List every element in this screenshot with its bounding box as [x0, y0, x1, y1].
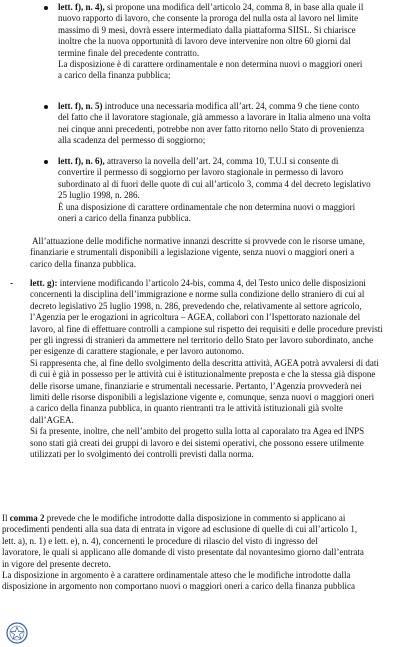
paragraph-line: l’Agenzia per le erogazioni in agricoltura – AGEA, collabori con l’Ispettorato nazionale del: [30, 312, 361, 323]
bullet-line: massimo di 9 mesi, dovrà essere intermediato dalla piattaforma SIISL. Si chiarisce: [58, 24, 356, 35]
bullet-line: termine finale del precedente contratto.: [58, 47, 200, 58]
paragraph-line: procedimenti pendenti alla sua data di entrata in vigore ad esclusione di quelle di cui all’articolo 1,: [2, 524, 358, 535]
bullet-line: È una disposizione di carattere ordinamentale che non determina nuovi o maggiori: [58, 201, 356, 212]
attuazione-paragraph: [30, 236, 388, 270]
paragraph-line: disposizione in argomento non comportano nuovi o maggiori oneri a carico della finanza pubblica: [2, 581, 355, 592]
bullet-dot-icon: [44, 105, 48, 109]
paragraph-line: decreto legislativo 25 luglio 1998, n. 286, prevedendo che, relativamente al settore agricolo,: [30, 300, 362, 311]
bullet-item-f5: [58, 101, 388, 147]
bullet-label: lett. f), n. 4),: [58, 2, 105, 12]
paragraph-line: delle risorse umane, finanziarie e strumentali necessarie. Pertanto, l’Agenzia provvederà nei: [30, 380, 362, 391]
paragraph-line: lett. a), n. 1) e lett. e), n. 4), concernenti le procedure di rilascio del visto di ingresso del: [2, 535, 318, 546]
dash-item-lett-g: [10, 278, 388, 461]
bullet-line: del fatto che il lavoratore stagionale, già ammesso a lavorare in Italia almeno una volta: [58, 112, 371, 123]
paragraph-line: concernenti la disciplina dell’immigrazione e norme sulla condizione dello straniero di cui al: [30, 289, 365, 300]
bullet-line: convertire il permesso di soggiorno per lavoro stagionale in permesso di lavoro: [58, 167, 344, 178]
bullet-item-f4: [58, 2, 388, 82]
paragraph-line: utilizzati per lo svolgimento dei controlli previsti dalla norma.: [30, 449, 254, 460]
bullet-line: lett. f), n. 5) introduce una necessaria modifica all’art. 24, comma 9 che tiene conto: [58, 101, 360, 111]
paragraph-line: La disposizione in argomento è a carattere ordinamentale atteso che le modifiche introdotte dalla: [2, 570, 351, 581]
bullet-item-f6: [58, 156, 388, 224]
paragraph-line: Il comma 2 prevede che le modifiche introdotte dalla disposizione in commento si applicano ai: [2, 513, 346, 523]
bullet-line: a carico della finanza pubblica;: [58, 70, 171, 81]
paragraph-line: lett. g): interviene modificando l’articolo 24-bis, comma 4, del Testo unico delle disposizioni: [30, 278, 366, 288]
republic-emblem-icon: [6, 622, 28, 644]
bullet-label: lett. f), n. 5): [58, 101, 103, 111]
comma2-paragraph: [2, 513, 388, 593]
bullet-line: oneri a carico della finanza pubblica.: [58, 213, 191, 224]
paragraph-line: carico della finanza pubblica.: [30, 258, 136, 269]
bullet-line: nei cinque anni precedenti, potrebbe non aver fatto ritorno nello Stato di provenienza: [58, 123, 365, 134]
paragraph-line: limiti delle risorse disponibili a legislazione vigente e, comunque, senza nuovi o maggiori oneri: [30, 392, 375, 403]
paragraph-line: di cui è già in possesso per le attività cui è istituzionalmente preposta e che la stessa già dispone: [30, 369, 376, 380]
bullet-dot-icon: [44, 160, 48, 164]
bullet-line: lett. f), n. 4), si propone una modifica dell’articolo 24, comma 8, in base alla quale il: [58, 2, 364, 12]
paragraph-line: Si fa presente, inoltre, che nell’ambito del progetto sulla lotta al caporalato tra Agea ed INPS: [30, 426, 365, 437]
paragraph-line: finanziarie e strumentali disponibili a legislazione vigente, senza nuovi o maggiori oneri a: [30, 247, 355, 258]
bullet-line: subordinato al di fuori delle quote di cui all’articolo 3, comma 4 del decreto legislativo: [58, 178, 371, 189]
bullet-label: lett. f), n. 6),: [58, 156, 105, 166]
dash-label: lett. g):: [30, 278, 58, 288]
bullet-line: 25 luglio 1998, n. 286.: [58, 190, 140, 201]
paragraph-line: lavoratore, le quali si applicano alle domande di visto presentate dal novantesimo giorno dall’entrata: [2, 547, 364, 558]
bullet-line: lett. f), n. 6), attraverso la novella dell’art. 24, comma 10, T.U.I si consente di: [58, 156, 339, 166]
paragraph-line: sono stati già creati dei gruppi di lavoro e dei sistemi operativi, che possono essere utilmente: [30, 437, 364, 448]
bullet-line: La disposizione è di carattere ordinamentale e non determina nuovi o maggiori oneri: [58, 59, 363, 70]
dash-marker: -: [10, 278, 13, 288]
paragraph-line: per esigenze di carattere stagionale, e per lavoro autonomo.: [30, 346, 244, 357]
paragraph-line: in vigore del presente decreto.: [2, 558, 111, 569]
comma-label: comma 2: [9, 513, 45, 523]
bullet-line: nuovo rapporto di lavoro, che consente la proroga del nulla osta al lavoro nel limite: [58, 13, 359, 24]
paragraph-line: lavoro, al fine di effettuare controlli a campione sul rispetto dei requisiti e delle procedure previsti: [30, 323, 383, 334]
paragraph-line: dall’AGEA.: [30, 414, 74, 425]
paragraph-line: a carico della finanza pubblica, in quanto rientranti tra le attività istituzionali già svolte: [30, 403, 343, 414]
paragraph-line: per gli ingressi di stranieri da ammettere nel territorio dello Stato per lavoro subordinato, anche: [30, 335, 374, 346]
paragraph-line: All’attuazione delle modifiche normative innanzi descritte si provvede con le risorse umane,: [32, 236, 365, 246]
bullet-line: inoltre che la nuova opportunità di lavoro deve intervenire non oltre 60 giorni dal: [58, 36, 351, 47]
bullet-line: alla scadenza del permesso di soggiorno;: [58, 135, 206, 146]
paragraph-line: Si rappresenta che, al fine dello svolgimento della descritta attività, AGEA potrà avvalersi di dati: [30, 357, 379, 368]
bullet-dot-icon: [44, 6, 48, 10]
